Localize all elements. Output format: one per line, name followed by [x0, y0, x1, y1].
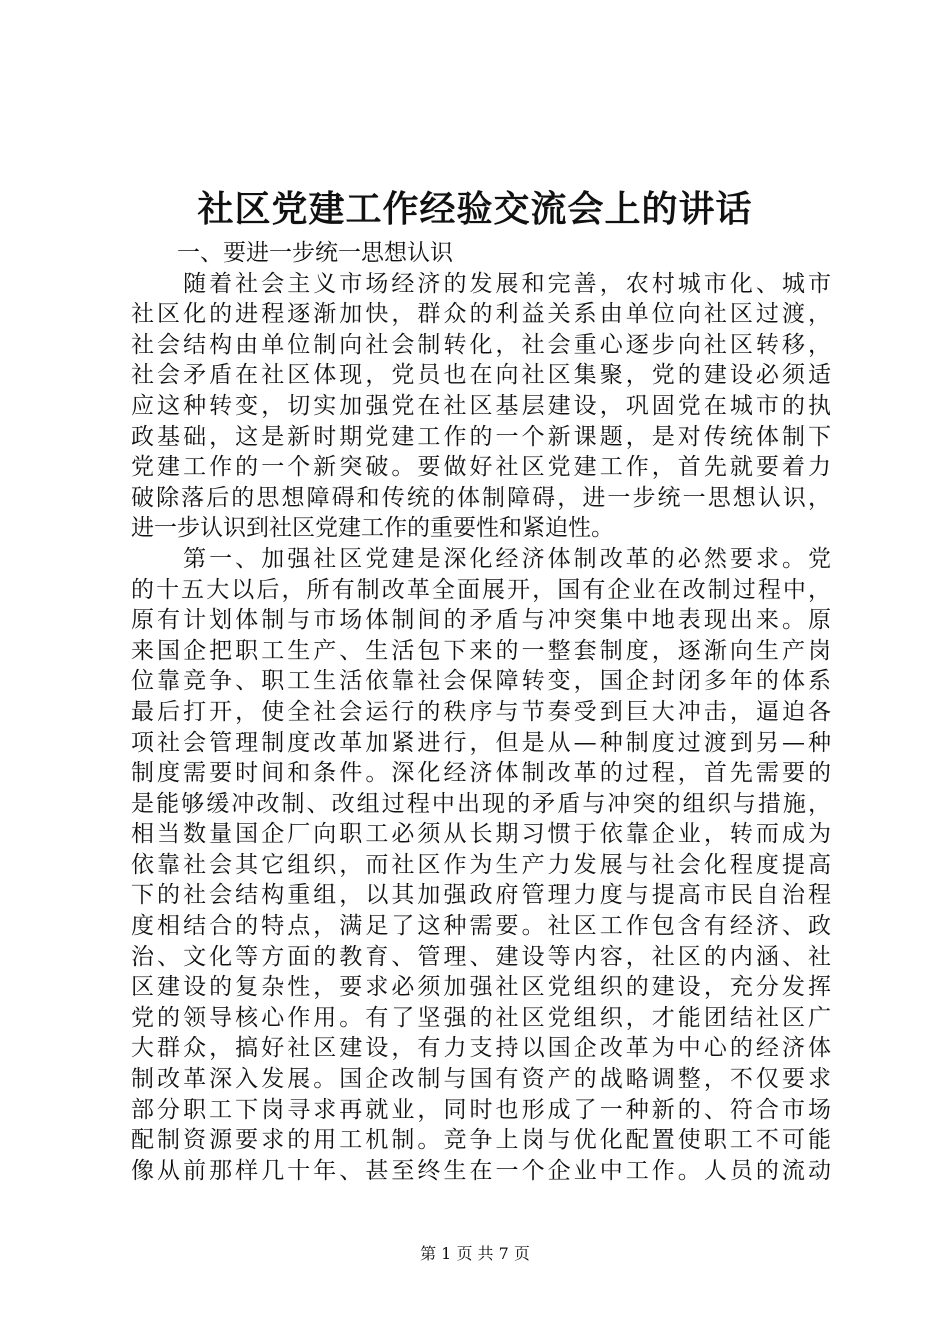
text-line: 制度需要时间和条件。深化经济体制改革的过程，首先需要的 — [131, 760, 831, 787]
text-line: 度相结合的特点，满足了这种需要。社区工作包含有经济、政 — [131, 913, 831, 940]
text-line: 随着社会主义市场经济的发展和完善，农村城市化、城市 — [131, 270, 831, 297]
text-line: 社区化的进程逐渐加快，群众的利益关系由单位向社区过渡， — [131, 301, 831, 328]
text-line: 下的社会结构重组，以其加强政府管理力度与提高市民自治程 — [131, 882, 831, 909]
text-line: 原有计划体制与市场体制间的矛盾与冲突集中地表现出来。原 — [131, 607, 831, 634]
text-line: 破除落后的思想障碍和传统的体制障碍，进一步统一思想认识， — [131, 484, 831, 511]
text-line: 配制资源要求的用工机制。竞争上岗与优化配置使职工不可能 — [131, 1127, 831, 1154]
text-line: 来国企把职工生产、生活包下来的一整套制度，逐渐向生产岗 — [131, 637, 831, 664]
text-line: 党的领导核心作用。有了坚强的社区党组织，才能团结社区广 — [131, 1004, 831, 1031]
text-line: 社会矛盾在社区体现，党员也在向社区集聚，党的建设必须适 — [131, 362, 831, 389]
text-line: 像从前那样几十年、甚至终生在一个企业中工作。人员的流动 — [131, 1157, 831, 1184]
document-title: 社区党建工作经验交流会上的讲话 — [197, 188, 753, 230]
text-line: 的十五大以后，所有制改革全面展开，国有企业在改制过程中， — [131, 576, 831, 603]
text-line: 治、文化等方面的教育、管理、建设等内容，社区的内涵、社 — [131, 943, 831, 970]
text-line: 区建设的复杂性，要求必须加强社区党组织的建设，充分发挥 — [131, 974, 831, 1001]
text-line: 大群众，搞好社区建设，有力支持以国企改革为中心的经济体 — [131, 1035, 831, 1062]
text-line: 位靠竞争、职工生活依靠社会保障转变，国企封闭多年的体系 — [131, 668, 831, 695]
text-line: 是能够缓冲改制、改组过程中出现的矛盾与冲突的组织与措施， — [131, 790, 831, 817]
text-line: 社会结构由单位制向社会制转化，社会重心逐步向社区转移， — [131, 331, 831, 358]
text-line: 进一步认识到社区党建工作的重要性和紧迫性。 — [131, 515, 614, 542]
text-line: 部分职工下岗寻求再就业，同时也形成了一种新的、符合市场 — [131, 1096, 831, 1123]
text-line: 第一、加强社区党建是深化经济体制改革的必然要求。党 — [131, 545, 831, 572]
text-line: 相当数量国企厂向职工必须从长期习惯于依靠企业，转而成为 — [131, 821, 831, 848]
text-line: 党建工作的一个新突破。要做好社区党建工作，首先就要着力 — [131, 454, 831, 481]
body-text — [131, 238, 831, 1186]
text-line: 制改革深入发展。国企改制与国有资产的战略调整，不仅要求 — [131, 1066, 831, 1093]
text-line: 政基础，这是新时期党建工作的一个新课题，是对传统体制下 — [131, 423, 831, 450]
section-heading: 一、要进一步统一思想认识 — [131, 240, 453, 266]
text-line: 最后打开，使全社会运行的秩序与节奏受到巨大冲击，逼迫各 — [131, 698, 831, 725]
page-number-footer: 第 1 页 共 7 页 — [420, 1244, 530, 1263]
text-line: 依靠社会其它组织，而社区作为生产力发展与社会化程度提高 — [131, 851, 831, 878]
text-line: 项社会管理制度改革加紧进行，但是从—种制度过渡到另—种 — [131, 729, 831, 756]
text-line: 应这种转变，切实加强党在社区基层建设，巩固党在城市的执 — [131, 392, 831, 419]
